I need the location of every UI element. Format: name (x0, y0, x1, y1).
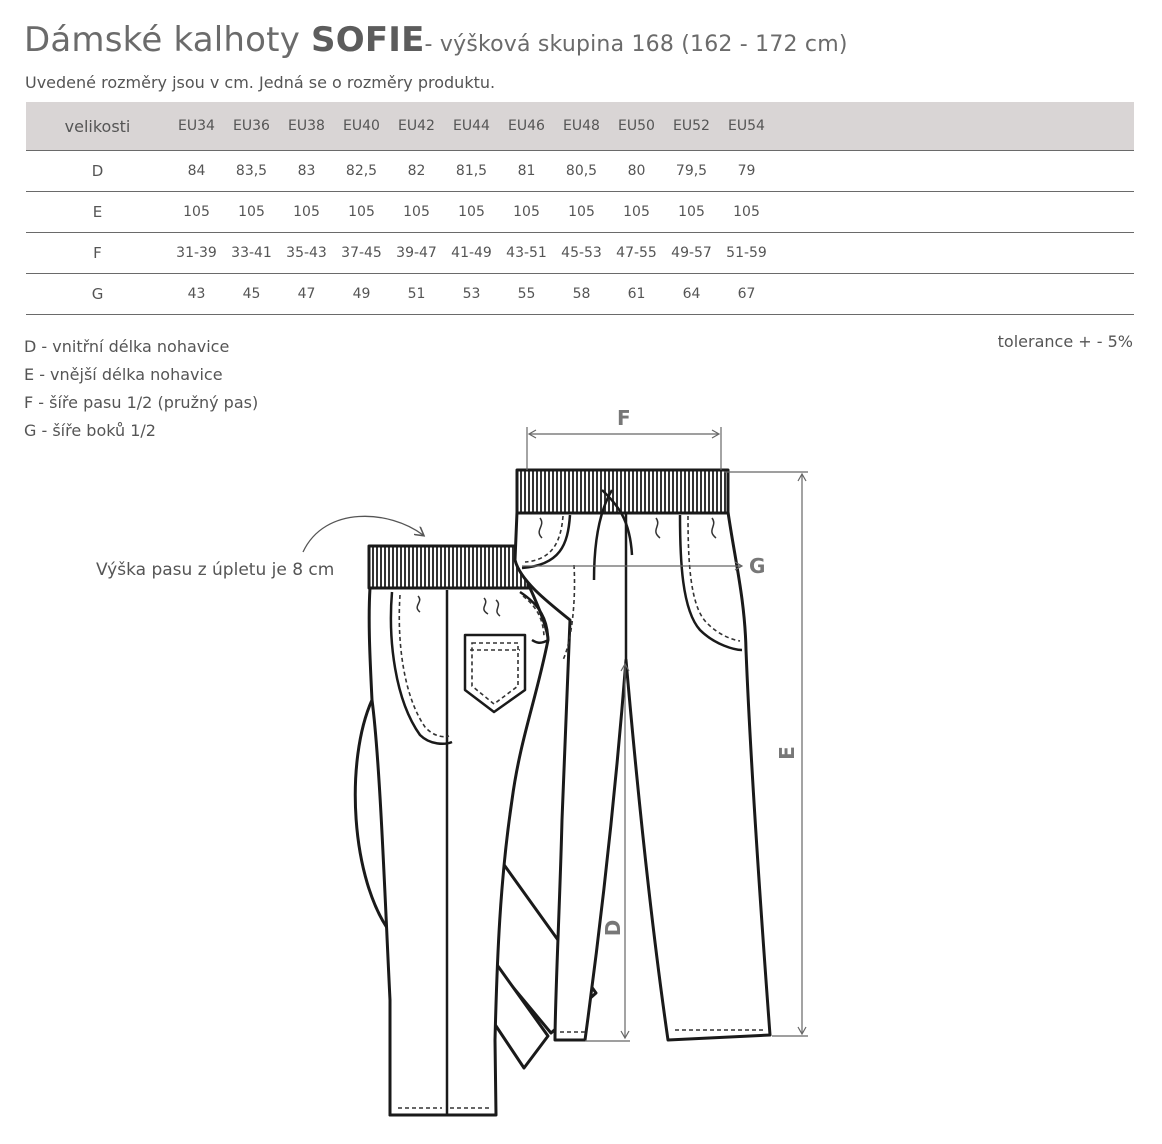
table-cell: 51-59 (719, 233, 774, 274)
legend-item-e: E - vnější délka nohavice (24, 365, 223, 384)
size-col-header: EU52 (664, 102, 719, 151)
size-col-header: EU38 (279, 102, 334, 151)
table-cell: 79 (719, 151, 774, 192)
table-cell: 58 (554, 274, 609, 315)
dimension-label-f: F (617, 406, 631, 430)
waist-height-note: Výška pasu z úpletu je 8 cm (96, 560, 335, 580)
table-cell: 105 (609, 192, 664, 233)
table-cell: 83 (279, 151, 334, 192)
table-cell: 84 (169, 151, 224, 192)
legend-item-g: G - šíře boků 1/2 (24, 421, 156, 440)
table-cell: 83,5 (224, 151, 279, 192)
table-cell: 81 (499, 151, 554, 192)
table-cell: 105 (224, 192, 279, 233)
tolerance-note: tolerance + - 5% (997, 332, 1133, 351)
table-cell: 105 (664, 192, 719, 233)
table-cell: 55 (499, 274, 554, 315)
dimension-label-g: G (749, 554, 766, 578)
table-cell: 47 (279, 274, 334, 315)
size-col-header: EU34 (169, 102, 224, 151)
size-col-header: EU36 (224, 102, 279, 151)
table-cell: 53 (444, 274, 499, 315)
table-cell: 61 (609, 274, 664, 315)
table-cell: 45 (224, 274, 279, 315)
size-header-label: velikosti (26, 102, 169, 151)
table-cell: 105 (334, 192, 389, 233)
table-cell: 33-41 (224, 233, 279, 274)
table-cell: 105 (169, 192, 224, 233)
size-col-header: EU46 (499, 102, 554, 151)
size-col-header: EU42 (389, 102, 444, 151)
table-cell: 105 (389, 192, 444, 233)
legend-item-d: D - vnitřní délka nohavice (24, 337, 230, 356)
table-cell: 105 (444, 192, 499, 233)
table-cell: 81,5 (444, 151, 499, 192)
row-label: D (26, 151, 169, 192)
table-cell: 80 (609, 151, 664, 192)
page-subtitle: Uvedené rozměry jsou v cm. Jedná se o rozměry produktu. (25, 73, 496, 92)
table-cell: 79,5 (664, 151, 719, 192)
table-cell: 80,5 (554, 151, 609, 192)
table-cell: 43-51 (499, 233, 554, 274)
row-label: E (26, 192, 169, 233)
size-col-header: EU44 (444, 102, 499, 151)
table-cell: 105 (554, 192, 609, 233)
table-cell: 41-49 (444, 233, 499, 274)
legend-item-f: F - šíře pasu 1/2 (pružný pas) (24, 393, 259, 412)
row-label: G (26, 274, 169, 315)
table-cell: 82 (389, 151, 444, 192)
table-cell: 105 (279, 192, 334, 233)
size-col-header: EU48 (554, 102, 609, 151)
table-cell: 51 (389, 274, 444, 315)
table-cell: 47-55 (609, 233, 664, 274)
title-prefix: Dámské kalhoty (24, 20, 312, 60)
table-cell: 105 (719, 192, 774, 233)
table-cell: 39-47 (389, 233, 444, 274)
table-cell: 64 (664, 274, 719, 315)
title-height-group: - výšková skupina 168 (162 - 172 cm) (424, 32, 848, 57)
table-cell: 35-43 (279, 233, 334, 274)
table-cell: 31-39 (169, 233, 224, 274)
title-product-name: SOFIE (311, 20, 425, 60)
size-col-header: EU54 (719, 102, 774, 151)
dimension-label-e: E (775, 746, 799, 760)
table-cell: 49 (334, 274, 389, 315)
dimension-label-d: D (601, 919, 625, 937)
table-cell: 105 (499, 192, 554, 233)
row-label: F (26, 233, 169, 274)
table-cell: 37-45 (334, 233, 389, 274)
table-cell: 82,5 (334, 151, 389, 192)
table-cell: 45-53 (554, 233, 609, 274)
size-col-header: EU50 (609, 102, 664, 151)
table-cell: 49-57 (664, 233, 719, 274)
size-col-header: EU40 (334, 102, 389, 151)
table-cell: 43 (169, 274, 224, 315)
table-cell: 67 (719, 274, 774, 315)
